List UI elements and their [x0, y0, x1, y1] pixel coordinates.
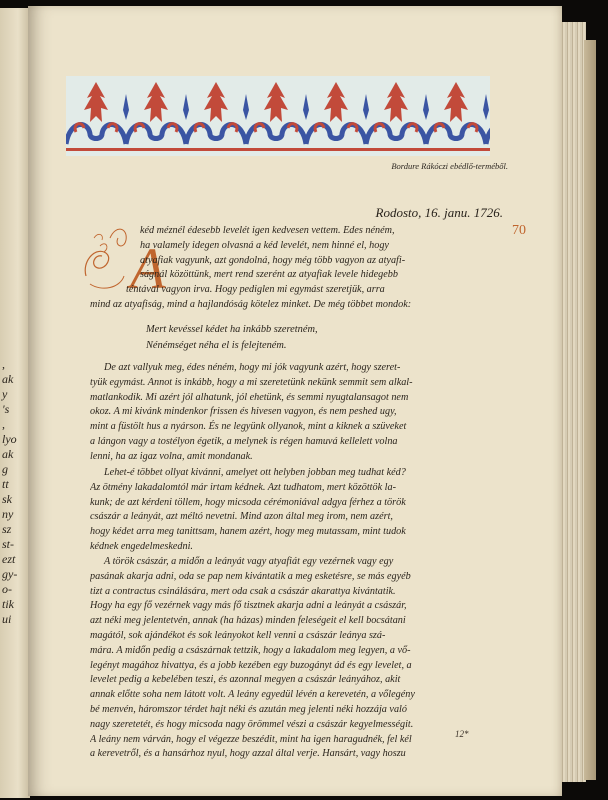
- left-page-fragment: ezt: [2, 552, 16, 566]
- paragraph-2: [90, 361, 413, 465]
- folio-signature: 12*: [455, 729, 469, 739]
- paragraph4-line: pasának akarja adni, oda se pap nem kivántatik a meg esketésre, se más egyéb: [90, 570, 411, 582]
- paragraph4-line: bé menvén, háromszor térdet hajt néki és azután meg jelenti néki hozzája való: [90, 703, 407, 715]
- left-page-fragment: sz: [2, 522, 12, 536]
- paragraph-3: [90, 466, 406, 555]
- paragraph1-line: kéd méznél édesebb levelét igen kedvesen vettem. Edes néném,: [140, 225, 395, 236]
- poem-verse: [146, 322, 318, 354]
- paragraph-1: [90, 224, 412, 313]
- paragraph4-line: tizt a contractus csinálására, mert oda csak a császár akarattya kivántatik.: [90, 585, 396, 597]
- paragraph1-line: atyafiak vagyunk, azt gondolná, hogy még több vagyon az atyafi-: [140, 254, 406, 266]
- left-page-edge: [0, 8, 30, 798]
- paragraph1-line: téntával vagyon irva. Hogy pediglen mi egymást szeretjük, arra: [126, 284, 385, 296]
- paragraph2-line: okoz. A mi kivánk mindenkor frissen és hivesen vagyon, és nem peshed ugy,: [90, 406, 397, 418]
- left-page-fragment: o-: [2, 582, 12, 596]
- paragraph2-line: lenni, ha az igaz volna, amit mondanak.: [90, 450, 253, 462]
- left-page-fragment: lyo: [2, 432, 17, 446]
- left-page-fragment: g: [2, 462, 8, 476]
- left-page-fragment: sk: [2, 492, 12, 506]
- paragraph3-line: kédnek engedelmeskedni.: [90, 540, 193, 552]
- book-cover-edge: [584, 40, 596, 780]
- book-page: [28, 6, 562, 796]
- paragraph1-line: ságnál közöttünk, mert rend szerént az atyafiak levele hidegebb: [140, 269, 398, 281]
- left-page-fragment: ak: [2, 372, 14, 386]
- paragraph2-line: tyük egymást. Annot is inkább, hogy a mi szeretetünk nekünk semmit sem alkal-: [90, 376, 413, 388]
- page-stack-edge: [560, 22, 586, 782]
- paragraph2-line: De azt vallyuk meg, édes néném, hogy mi jók vagyunk azért, hogy szeret-: [104, 362, 401, 373]
- paragraph4-line: legényt magához hivattya, és a jobb kezében egy buzogányt ád és egy levelet, a: [90, 659, 412, 671]
- paragraph4-line: mára. A midőn pedig a császárnak tettzik, hogy a lakadalom meg legyen, a vő-: [90, 644, 411, 656]
- letter-dateline: Rodosto, 16. janu. 1726.: [375, 205, 503, 220]
- left-page-fragment: tt: [2, 477, 9, 491]
- paragraph2-line: mint a füstölt hus a nyárson. És ne legyünk ollyanok, mint a kiknek a szüveket: [90, 421, 407, 433]
- paragraph4-line: levelet pedig a kebelében teszi, és azonnal megyen a császár leányához, akit: [90, 674, 401, 686]
- paragraph4-line: magától, sok ajándékot és sok leányokot kell venni a császár leánya szá-: [90, 629, 386, 641]
- paragraph4-line: nagy szeretetét, és hogy micsoda nagy örömmel vészi a császár kegyelmességit.: [90, 718, 414, 730]
- poem-line: Mert kevéssel kédet ha inkább szeretném,: [146, 324, 318, 335]
- paragraph3-line: Lehet-é többet ollyat kivánni, amelyet ott helyben jobban meg tudhat kéd?: [104, 467, 406, 478]
- paragraph4-line: Hogy ha egy fő vezérnek vagy más fő tisztnek akarja adni a leányát a császár,: [90, 600, 407, 612]
- initial-letter: A: [130, 236, 166, 298]
- paragraph4-line: A török császár, a midőn a leányát vagy atyafiát egy vezérnek vagy egy: [104, 556, 394, 567]
- left-page-fragment: ny: [2, 507, 14, 521]
- paragraph4-line: a kerevetről, és a hansárhoz nyul, hogy azzal által verje. Hansárt, vagy hoszu: [90, 748, 406, 760]
- page-number: 70: [512, 223, 526, 238]
- left-page-fragment: ,: [2, 357, 5, 371]
- paragraph3-line: kunk; de azt kérdeni töllem, hogy micsoda cérémoniával adgya férhez a török: [90, 496, 406, 508]
- left-page-fragment: gy-: [2, 567, 18, 581]
- left-page-fragment: ak: [2, 447, 14, 461]
- paragraph3-line: hogy kédet arra meg tanittsam, hanem azért, hogy meg mutassam, mint tudok: [90, 526, 406, 538]
- ornament-caption: Bordure Rákóczi ebédlő-terméből.: [391, 161, 508, 171]
- paragraph1-line: ha valamely idegen olvasná a kéd levelét, nem hinné el, hogy: [140, 239, 389, 251]
- paragraph2-line: a lángon vagy a tostélyon égetik, a melynek is régen hamuvá kellelett volna: [90, 435, 398, 447]
- paragraph2-line: matlankodik. Mi azért jól alhatunk, jól ehetünk, és semmi nyugtalansagot nem: [90, 391, 409, 403]
- paragraph3-line: császár a leányát, azt méltó nevetni. Mind azon által meg irom, nem azért,: [90, 511, 393, 523]
- ornamental-border: [66, 76, 490, 156]
- left-page-fragment: st-: [2, 537, 14, 551]
- paragraph4-line: annak előtte soha nem látott volt. A leány egyedül lévén a kerevetén, a vőlegény: [90, 689, 415, 701]
- left-page-fragment: 's: [2, 402, 10, 416]
- paragraph1-line: mind az atyafiság, mind a hajlandóság kötelez minket. De még többet mondok:: [90, 298, 412, 310]
- left-page-fragment: ui: [2, 612, 12, 626]
- paragraph3-line: Az ötmény lakadalomtól már irtam kédnek. Azt tudhatom, mert közöttök la-: [90, 481, 396, 493]
- left-page-fragment: tik: [2, 597, 14, 611]
- paragraph4-line: A leány nem várván, hogy el végezze beszédit, mint ha igen haragudnék, fel kél: [90, 733, 412, 745]
- left-page-fragment: ,: [2, 417, 5, 431]
- paragraph4-line: azt néki meg jelentetvén, annak (ha házas) minden feleségeit el kell bocsátani: [90, 615, 406, 627]
- left-page-fragment: y: [2, 387, 8, 401]
- paragraph-4: [90, 555, 415, 762]
- poem-line: Nénémséget néha el is felejteném.: [146, 340, 287, 351]
